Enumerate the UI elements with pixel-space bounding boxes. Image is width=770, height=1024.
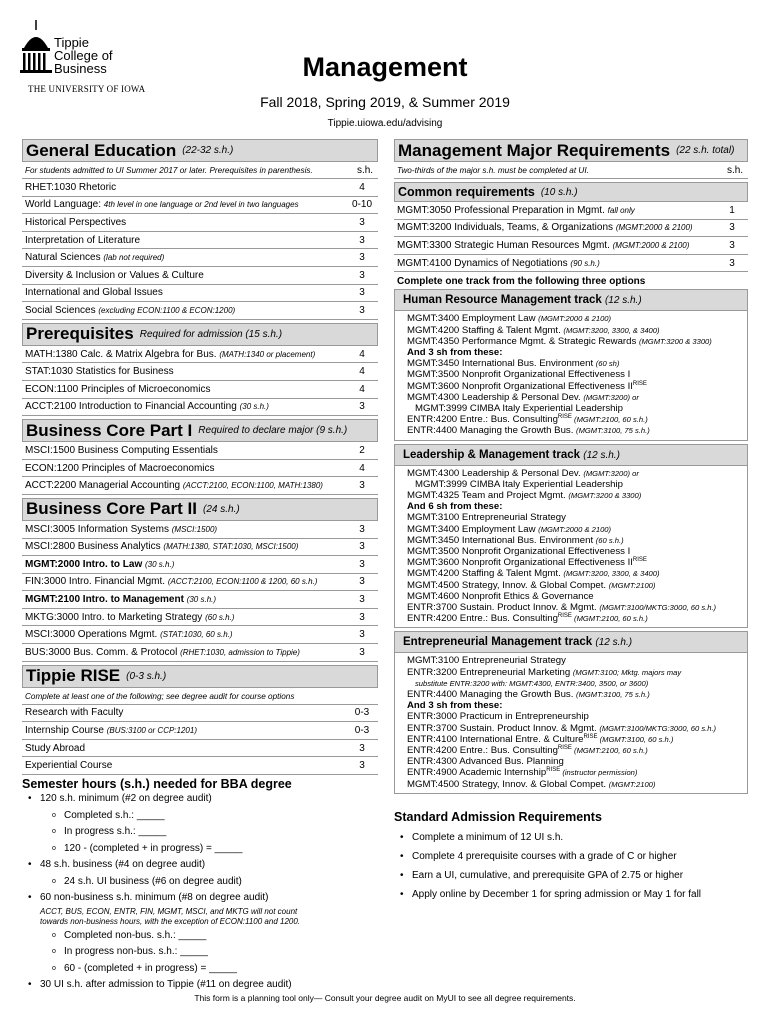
prereq-list (22, 346, 378, 416)
course-hours: 4 (359, 348, 365, 360)
course-hours: 3 (729, 257, 735, 269)
course-row (22, 521, 378, 539)
list-item: • 30 UI s.h. after admission to Tippie (#11 on degree audit) (22, 977, 378, 994)
course-hours: 3 (359, 269, 365, 281)
course-hours: 0-3 (354, 707, 370, 719)
course-label: MKTG:3000 Intro. to Marketing Strategy (60 s.h.) (25, 611, 235, 623)
leadership-track-header: Leadership & Management track (12 s.h.) (395, 445, 747, 466)
non-business-note: ACCT, BUS, ECON, ENTR, FIN, MGMT, MSCI, and MKTG will not count towards non-business hours, with the exception of ECON:1100 and 1200. (40, 906, 301, 927)
course-hours: 3 (359, 287, 365, 299)
course-row (22, 740, 378, 758)
course-line: MGMT:4500 Strategy, Innov. & Global Compet. (MGMT:2100) (407, 579, 656, 591)
course-line: MGMT:3400 Employment Law (MGMT:2000 & 2100) (407, 523, 612, 535)
course-hours: 3 (359, 646, 365, 658)
course-label: BUS:3000 Bus. Comm. & Protocol (RHET:1030, admission to Tippie) (25, 646, 300, 658)
course-row (22, 285, 378, 303)
core1-list (22, 442, 378, 495)
course-row (22, 591, 378, 609)
course-line: MGMT:3100 Entrepreneurial Strategy (407, 655, 566, 667)
common-header: Common requirements (10 s.h.) (394, 182, 748, 202)
course-line: MGMT:3450 International Bus. Environment (60 sh) (407, 358, 620, 370)
list-item: • Complete a minimum of 12 UI s.h. (394, 828, 748, 847)
rise-note: Complete at least one of the following; see degree audit for course options (22, 688, 378, 705)
course-label: Natural Sciences (lab not required) (25, 252, 165, 264)
course-row (22, 705, 378, 723)
list-item: • Earn a UI, cumulative, and prerequisite GPA of 2.75 or higher (394, 866, 748, 885)
list-item: • 120 s.h. minimum (#2 on degree audit) (22, 791, 378, 808)
university-name: THE UNIVERSITY OF IOWA (28, 84, 146, 94)
course-line: MGMT:3999 CIMBA Italy Experiential Leadership (415, 403, 623, 414)
prereq-header: Prerequisites Required for admission (15 s.h.) (22, 323, 378, 346)
course-line: MGMT:4200 Staffing & Talent Mgmt. (MGMT:3200, 3300, & 3400) (407, 324, 660, 336)
course-row (22, 556, 378, 574)
major-header: Management Major Requirements (22 s.h. total) (394, 139, 748, 162)
gened-header: General Education (22-32 s.h.) (22, 139, 378, 162)
course-label: MSCI:1500 Business Computing Essentials (25, 444, 218, 456)
course-row (22, 302, 378, 320)
course-label: FIN:3000 Intro. Financial Mgmt. (ACCT:2100, ECON:1100 & 1200, 60 s.h.) (25, 576, 318, 588)
course-label: MGMT:2100 Intro. to Management (30 s.h.) (25, 594, 217, 606)
course-hours: 3 (359, 523, 365, 535)
course-hours: 3 (359, 216, 365, 228)
course-label: MSCI:3005 Information Systems (MSCI:1500) (25, 523, 218, 535)
entrepreneurial-track (394, 631, 748, 793)
leadership-track (394, 444, 748, 629)
course-row (22, 346, 378, 364)
course-hours: 2 (359, 444, 365, 456)
course-line: ENTR:4400 Managing the Growth Bus. (MGMT:3100, 75 s.h.) (407, 689, 650, 701)
course-line: substitute ENTR:3200 with: MGMT:4300, ENTR:3400, 3500, or 3600) (415, 678, 649, 688)
course-hours: 4 (359, 383, 365, 395)
course-row (22, 197, 378, 215)
course-row (22, 574, 378, 592)
course-line: MGMT:3100 Entrepreneurial Strategy (407, 512, 566, 524)
degree-hours-title: Semester hours (s.h.) needed for BBA degree (22, 777, 292, 792)
gened-note: For students admitted to UI Summer 2017 or later. Prerequisites in parenthesis. s.h. (22, 162, 378, 179)
course-line: ENTR:4200 Entre.: Bus. Consulting$^{RISE}$ (MGMT:2100, 60 s.h.) (407, 613, 648, 625)
course-line: ENTR:3200 Entrepreneurial Marketing (MGMT:3100; Mktg. majors may (407, 666, 682, 678)
course-label: MGMT:2000 Intro. to Law (30 s.h.) (25, 558, 175, 570)
course-line: ENTR:3000 Practicum in Entrepreneurship (407, 711, 589, 723)
core2-header: Business Core Part II (24 s.h.) (22, 498, 378, 521)
course-row (22, 363, 378, 381)
course-line: ENTR:3700 Sustain. Product Innov. & Mgmt. (MGMT:3100/MKTG:3000, 60 s.h.) (407, 722, 717, 734)
course-hours: 3 (359, 576, 365, 588)
course-hours: 0-3 (354, 725, 370, 737)
course-label: MSCI:3000 Operations Mgmt. (STAT:1030, 60 s.h.) (25, 629, 233, 641)
course-line: MGMT:3400 Employment Law (MGMT:2000 & 2100) (407, 313, 612, 325)
course-label: Interpretation of Literature (25, 234, 141, 246)
course-row (22, 609, 378, 627)
course-line: MGMT:4350 Performance Mgmt. & Strategic Rewards (MGMT:3200 & 3300) (407, 335, 712, 347)
course-line: ENTR:4300 Advanced Bus. Planning (407, 756, 564, 768)
course-choice-label: And 3 sh from these: (407, 700, 503, 712)
course-line: ENTR:4900 Academic Internship$^{RISE}$ (instructor permission) (407, 767, 638, 779)
list-item: o In progress non-bus. s.h.: _____ (22, 944, 378, 961)
course-label: Social Sciences (excluding ECON:1100 & ECON:1200) (25, 304, 236, 316)
course-row (22, 539, 378, 557)
rise-list (22, 705, 378, 775)
course-label: MGMT:3300 Strategic Human Resources Mgmt. (MGMT:2000 & 2100) (397, 239, 690, 251)
course-choice-label: And 3 sh from these: (407, 346, 503, 358)
page-footer: This form is a planning tool only— Consult your degree audit on MyUI to see all degree requirements. (194, 993, 576, 1003)
course-hours: 3 (359, 558, 365, 570)
course-label: ECON:1100 Principles of Microeconomics (25, 383, 211, 395)
course-hours: 3 (359, 304, 365, 316)
left-column (22, 139, 378, 994)
course-line: ENTR:4200 Entre.: Bus. Consulting$^{RISE}$ (MGMT:2100, 60 s.h.) (407, 744, 648, 757)
course-line: MGMT:4600 Nonprofit Ethics & Governance (407, 590, 594, 602)
course-label: Experiential Course (25, 760, 113, 772)
page-subtitle: Fall 2018, Spring 2019, & Summer 2019 (260, 94, 510, 110)
course-row (22, 442, 378, 460)
course-line: MGMT:3450 International Bus. Environment (60 s.h.) (407, 534, 624, 546)
list-item: o 60 - (completed + in progress) = _____ (22, 961, 378, 978)
course-label: World Language: 4th level in one language or 2nd level in two languages (25, 199, 299, 211)
course-label: ACCT:2100 Introduction to Financial Accounting (30 s.h.) (25, 401, 269, 413)
course-hours: 3 (359, 234, 365, 246)
course-label: ACCT:2200 Managerial Accounting (ACCT:2100, ECON:1100, MATH:1380) (25, 480, 323, 492)
admission-title: Standard Admission Requirements (394, 809, 602, 824)
course-line: MGMT:3600 Nonprofit Organizational Effectiveness $II^{RISE}$ (407, 380, 647, 392)
course-row (22, 757, 378, 775)
course-label: Research with Faculty (25, 707, 124, 719)
major-note: Two-thirds of the major s.h. must be completed at UI. s.h. (394, 162, 748, 179)
core2-list (22, 521, 378, 662)
course-row (22, 399, 378, 417)
course-label: MGMT:3200 Individuals, Teams, & Organizations (MGMT:2000 & 2100) (397, 222, 693, 234)
course-row (22, 722, 378, 740)
course-row (22, 249, 378, 267)
list-item: o 24 s.h. UI business (#6 on degree audit) (22, 874, 378, 891)
right-column (394, 139, 748, 904)
course-hours: 3 (359, 480, 365, 492)
course-row (22, 477, 378, 495)
course-hours: 3 (359, 742, 365, 754)
course-hours: 4 (359, 366, 365, 378)
course-line: MGMT:4300 Leadership & Personal Dev. (MGMT:3200) or (407, 391, 639, 403)
course-hours: 3 (359, 594, 365, 606)
course-row (22, 214, 378, 232)
course-choice-label: And 6 sh from these: (407, 501, 503, 513)
course-row (394, 202, 748, 220)
course-row (22, 644, 378, 662)
course-label: Internship Course (BUS:3100 or CCP:1201) (25, 725, 197, 737)
course-hours: 3 (359, 252, 365, 264)
admission-section (394, 810, 748, 904)
course-line: ENTR:3700 Sustain. Product Innov. & Mgmt. (MGMT:3100/MKTG:3000, 60 s.h.) (407, 602, 717, 614)
common-list (394, 202, 748, 272)
list-item: o Completed non-bus. s.h.: _____ (22, 928, 378, 945)
list-item: o 120 - (completed + in progress) = _____ (22, 841, 378, 858)
course-label: RHET:1030 Rhetoric (25, 181, 117, 193)
course-label: Study Abroad (25, 742, 86, 754)
course-label: MATH:1380 Calc. & Matrix Algebra for Bus. (MATH:1340 or placement) (25, 348, 316, 360)
page-title: Management (302, 52, 468, 82)
course-row (22, 232, 378, 250)
rise-header: Tippie RISE (0-3 s.h.) (22, 665, 378, 688)
course-hours: 3 (729, 222, 735, 234)
course-label: ECON:1200 Principles of Macroeconomics (25, 462, 215, 474)
course-hours: 3 (729, 239, 735, 251)
course-row (394, 255, 748, 273)
course-hours: 3 (359, 541, 365, 553)
course-line: MGMT:3999 CIMBA Italy Experiential Leadership (415, 478, 623, 490)
course-hours: 4 (359, 181, 365, 193)
core1-header: Business Core Part I Required to declare major (9 s.h.) (22, 419, 378, 442)
course-row (22, 381, 378, 399)
list-item: • Apply online by December 1 for spring admission or May 1 for fall (394, 885, 748, 904)
course-row (394, 237, 748, 255)
course-line: MGMT:4200 Staffing & Talent Mgmt. (MGMT:3200, 3300, & 3400) (407, 568, 660, 580)
course-label: Historical Perspectives (25, 216, 127, 228)
course-line: MGMT:4500 Strategy, Innov. & Global Compet. (MGMT:2100) (407, 778, 656, 790)
gened-list (22, 179, 378, 320)
advising-url: Tippie.uiowa.edu/advising (327, 118, 443, 129)
entrepreneurial-track-header: Entrepreneurial Management track (12 s.h.) (395, 632, 747, 653)
course-label: MGMT:4100 Dynamics of Negotiations (90 s.h.) (397, 257, 600, 269)
course-hours: 4 (359, 462, 365, 474)
course-label: STAT:1030 Statistics for Business (25, 366, 174, 378)
course-hours: 3 (359, 760, 365, 772)
course-hours: 3 (359, 611, 365, 623)
list-item: • 48 s.h. business (#4 on degree audit) (22, 857, 378, 874)
college-name: Tippie College of Business (54, 35, 113, 76)
list-item: o Completed s.h.: _____ (22, 808, 378, 825)
list-item: o In progress s.h.: _____ (22, 824, 378, 841)
course-line: ENTR:4400 Managing the Growth Bus. (MGMT:3100, 75 s.h.) (407, 425, 650, 437)
course-line: ENTR:4200 Entre.: Bus. Consulting$^{RISE}$ (MGMT:2100, 60 s.h.) (407, 414, 648, 426)
course-hours: 0-10 (351, 199, 372, 211)
course-label: MGMT:3050 Professional Preparation in Mgmt. fall only (397, 204, 635, 216)
course-line: MGMT:4325 Team and Project Mgmt. (MGMT:3200 & 3300) (407, 490, 642, 502)
course-hours: 3 (359, 401, 365, 413)
course-label: Diversity & Inclusion or Values & Culture (25, 269, 204, 281)
course-row (22, 267, 378, 285)
course-label: MSCI:2800 Business Analytics (MATH:1380, STAT:1030, MSCI:1500) (25, 541, 299, 553)
track-note: Complete one track from the following three options (397, 276, 646, 288)
course-line: ENTR:4100 International Entre. & Culture$^{RISE}$ (MGMT:3100, 60 s.h.) (407, 733, 674, 745)
hr-track-header: Human Resource Management track (12 s.h.) (395, 290, 747, 311)
course-hours: 3 (359, 629, 365, 641)
course-row (22, 626, 378, 644)
course-line: MGMT:4300 Leadership & Personal Dev. (MGMT:3200) or (407, 467, 639, 479)
list-item: • Complete 4 prerequisite courses with a grade of C or higher (394, 847, 748, 866)
hr-track (394, 289, 748, 440)
course-label: International and Global Issues (25, 287, 163, 299)
course-row (22, 460, 378, 478)
course-line: MGMT:3500 Nonprofit Organizational Effectiveness I (407, 546, 631, 558)
degree-hours-section (22, 777, 378, 994)
course-row (394, 220, 748, 238)
course-line: MGMT:3600 Nonprofit Organizational Effectiveness $II^{RISE}$ (407, 557, 647, 569)
course-hours: 1 (729, 204, 735, 216)
course-row (22, 179, 378, 197)
course-line: MGMT:3500 Nonprofit Organizational Effectiveness I (407, 369, 631, 381)
list-item: • 60 non-business s.h. minimum (#8 on degree audit) (22, 890, 378, 907)
